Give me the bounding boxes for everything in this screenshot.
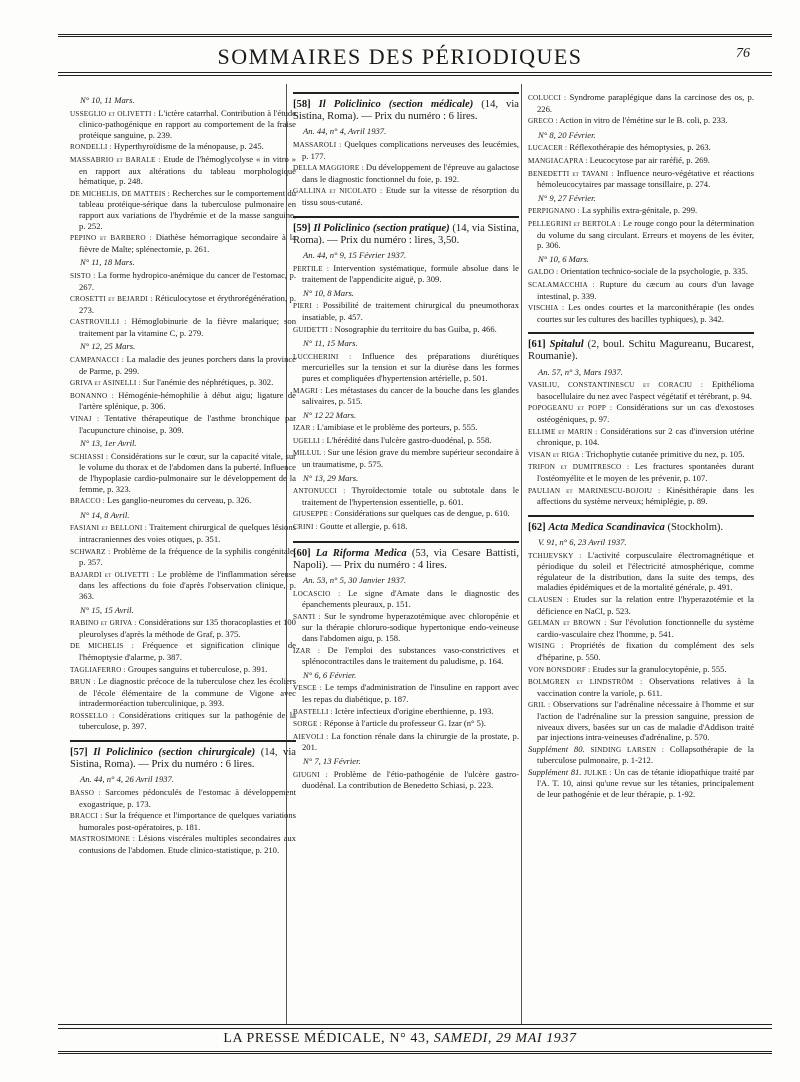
article-title: Etudes sur la relation entre l'hyperazotémie et la déficience en NaCl, p. 523. [537, 593, 754, 616]
article-title: Ictère infectieux d'origine eberthienne, p. 193. [334, 705, 494, 716]
article-title: Sarcomes pédonculés de l'estomac à développement exogastrique, p. 173. [79, 787, 296, 809]
article-authors: BONANNO : [70, 391, 114, 400]
article-entry [70, 141, 296, 153]
article-authors: BENEDETTI et TAVANI : [528, 169, 614, 178]
article-authors: GIUGNI : [293, 770, 328, 779]
article-title: Hyperthyroïdisme de la ménopause, p. 245. [113, 141, 264, 152]
article-title: Considérations critiques sur la pathogénie de la tuberculose, p. 397. [79, 709, 296, 732]
article-title: Du développement de l'épreuve au galactose dans le diagnostic fonctionnel du foie, p. 192. [302, 162, 519, 184]
article-title: Kinésithérapie dans les affections du système nerveux; hémiplégie, p. 89. [537, 484, 754, 507]
article-entry [70, 833, 296, 855]
article-title: Considérations sur quelques cas de dengue, p. 610. [334, 508, 510, 519]
article-title: Rupture du cæcum au cours d'un lavage intestinal, p. 339. [537, 278, 754, 301]
article-authors: TCHIJEVSKY : [528, 551, 582, 560]
article-entry [70, 154, 296, 187]
article-title: Propriétés de fixation du complément des sels d'héparine, p. 550. [537, 640, 754, 662]
article-title: Observations sur l'adrénaline nécessaire à l'homme et sur l'action de l'adrénaline sur la pression sanguine, pression de niveaux divers, basées sur un cas de maladie d'Addison traité par injections intra-veineuses d'adrénaline, p. 570. [537, 699, 754, 743]
article-title: De l'emploi des substances vaso-constrictives et splénocontractiles dans le traitement du paludisme, p. 164. [302, 644, 520, 667]
article-entry [293, 521, 519, 533]
article-authors: BASTELLI : [293, 707, 333, 716]
article-title: Considérations sur 135 thoracoplasties et 100 pleurolyses d'après la méthode de Graf, p. 375. [79, 617, 296, 639]
article-entry [293, 162, 519, 184]
article-entry [528, 379, 754, 401]
article-authors: BRUN : [70, 678, 96, 687]
article-authors: LOCASCIO : [293, 589, 341, 598]
journal-heading [293, 92, 519, 123]
article-title: Possibilité de traitement chirurgical du pneumothorax insatiable, p. 457. [302, 300, 519, 322]
article-title: Orientation technico-sociale de la psychologie, p. 335. [560, 266, 748, 277]
article-title: Etude de l'hémoglycolyse « in vitro » en rapport aux altérations du tableau morphologique hématique, p. 248. [79, 153, 296, 187]
journal-heading [528, 515, 754, 534]
article-authors: GRECO : [528, 117, 558, 126]
article-title: Un cas de tétanie idiopathique traité par l'A. T. 10, ainsi qu'une revue sur les tétanies, principalement de leur pathogénie et de leur thérapie, p. 1-92. [537, 766, 754, 800]
journal-info: (53, via Cesare Battisti, Napoli). — Prix du numéro : 4 lires. [293, 547, 520, 571]
article-title: Problème de la fréquence de la syphilis congénitale, p. 357. [79, 545, 296, 568]
article-title: Fréquence et signification clinique de l'hémoptysie d'alarme, p. 387. [79, 640, 296, 662]
article-authors: GIUSEPPE : [293, 510, 333, 519]
article-entry [528, 142, 754, 154]
journal-number: [59] [293, 222, 311, 234]
journal-name: Acta Medica Scandinavica [548, 521, 665, 533]
article-authors: GUIDETTI : [293, 325, 333, 334]
article-title: Intervention systématique, formule absolue dans le traitement de l'appendicite aiguë, p. 309. [302, 262, 519, 285]
article-entry [70, 232, 296, 254]
article-authors: LUCACER : [528, 144, 568, 153]
article-entry [70, 522, 296, 544]
article-authors: BAJARDI et OLIVETTI : [70, 570, 155, 579]
article-entry [528, 279, 754, 301]
article-title: La syphilis extra-génitale, p. 299. [581, 205, 698, 216]
article-authors: BRACCO : [70, 497, 105, 506]
article-authors: MILLUL : [293, 449, 326, 458]
issue-heading: N° 10, 8 Mars. [303, 287, 354, 298]
article-entry [70, 413, 296, 435]
article-authors: RONDELLI : [70, 143, 112, 152]
issue-heading: N° 14, 8 Avril. [80, 509, 130, 520]
article-authors: BASSO : [70, 789, 101, 798]
article-authors: PAULIAN et MARINESCU-BOJOIU : [528, 486, 661, 495]
issue-heading: N° 12, 25 Mars. [80, 341, 136, 352]
article-entry [528, 92, 754, 114]
issue-heading: N° 15, 15 Avril. [80, 604, 134, 615]
article-title: Diathèse hémorragique secondaire à la fièvre de Malte; splénectomie, p. 261. [79, 232, 296, 254]
article-entry [293, 706, 519, 718]
article-entry [293, 588, 519, 610]
article-entry [293, 682, 519, 704]
footer-rule-top [58, 1024, 772, 1029]
article-authors: PIERI : [293, 302, 319, 311]
supplement-label: Supplément 81. [528, 766, 582, 777]
article-authors: IZAR : [293, 646, 321, 655]
page-title: SOMMAIRES DES PÉRIODIQUES [217, 44, 583, 69]
article-entry [293, 435, 519, 447]
article-title: Etudes sur la granulocytopénie, p. 555. [592, 663, 727, 674]
article-authors: FASIANI et BELLONI : [70, 524, 147, 533]
article-entry [528, 155, 754, 167]
article-authors: WISING : [528, 642, 564, 651]
journal-name: Il Policlinico (section pratique) [313, 222, 450, 234]
journal-heading [70, 740, 296, 771]
article-entry [293, 300, 519, 322]
article-title: Collapsothérapie de la tuberculose pulmonaire, p. 1-212. [537, 743, 754, 766]
article-title: Sur l'évolution fonctionnelle du système cardio-vasculaire chez l'homme, p. 541. [537, 617, 754, 639]
journal-name: Spitalul [549, 339, 584, 351]
issue-heading: V. 91, n° 6, 23 Avril 1937. [538, 537, 627, 548]
article-authors: COLUCCI : [528, 94, 567, 102]
journal-number: [57] [70, 747, 88, 759]
article-title: Les ganglio-neuromes du cerveau, p. 326. [107, 495, 252, 506]
article-entry [70, 546, 296, 568]
article-entry [528, 426, 754, 448]
article-entry [293, 769, 519, 791]
article-title: Sur l'anémie des néphrétiques, p. 302. [142, 377, 274, 388]
article-title: Groupes sanguins et tuberculose, p. 391. [127, 663, 268, 674]
article-title: Action in vitro de l'émétine sur le B. coli, p. 233. [559, 115, 728, 126]
footer-rule-bottom [58, 1051, 772, 1054]
article-title: Tentative thérapeutique de l'asthme bronchique par l'acupuncture chinoise, p. 309. [79, 413, 296, 435]
article-title: Sur la fréquence et l'importance de quelques variations humorales post-opératoires, p. 181. [79, 810, 296, 832]
article-entry [528, 402, 754, 424]
issue-heading: An. 57, n° 3, Mars 1937. [538, 366, 623, 377]
article-authors: VISCHIA : [528, 304, 565, 313]
article-entry [293, 718, 519, 730]
article-authors: AIEVOLI : [293, 732, 329, 741]
article-title: Influence des préparations diurétiques mercurielles sur la tension et sur la diurèse dans les formes pures et compliquées d'hypertension artérielle, p. 501. [302, 350, 519, 383]
article-title: Réflexothérapie des hémoptysies, p. 263. [569, 142, 711, 153]
article-authors: CROSETTI et BEJARDI : [70, 295, 153, 304]
issue-heading: N° 7, 13 Février. [303, 755, 361, 766]
article-title: Réticulocytose et érythrorégénération, p. 273. [79, 293, 297, 315]
issue-heading: An. 44, n° 4, 26 Avril 1937. [80, 774, 174, 785]
article-title: Leucocytose par air raréfié, p. 269. [589, 154, 710, 165]
article-authors: SANTI : [293, 612, 321, 621]
article-entry [70, 316, 296, 338]
article-authors: CASTROVILLI : [70, 318, 127, 327]
article-entry [70, 108, 296, 141]
article-entry [293, 263, 519, 285]
article-authors: ROSSELLO : [70, 711, 115, 720]
article-title: Sur le syndrome hyperazotémique avec chloropénie et sur la thérapie chloruro-sodique hypertonique endo-veineuse dans l'abdomen aigu, p. 158. [302, 610, 519, 643]
article-title: Traitement chirurgical de quelques lésions intracraniennes des voies otiques, p. 351. [79, 522, 296, 544]
article-authors: ELLIME et MARIN : [528, 427, 598, 436]
journal-info: (2, boul. Schitu Magureanu, Bucarest, Roumanie). [528, 339, 754, 363]
article-authors: PERTILE : [293, 264, 330, 273]
article-entry [70, 188, 296, 231]
article-title: L'hérédité dans l'ulcère gastro-duodénal, p. 558. [326, 434, 492, 445]
article-entry [528, 640, 754, 662]
article-entry [70, 377, 296, 389]
article-title: L'ictère catarrhal. Contribution à l'étude clinico-pathogénique en rapport au comportement de la fraise protéique sanguine, p. 239. [79, 107, 296, 140]
article-authors: GELMAN et BROWN : [528, 619, 607, 628]
article-title: Nosographie du territoire du bas Guiba, p. 466. [334, 323, 497, 334]
article-title: Etude sur la vitesse de résorption du tissu sous-cutané. [302, 185, 519, 207]
article-authors: MAGRI : [293, 386, 323, 395]
article-title: Le diagnostic précoce de la tuberculose chez les écoliers de l'école élémentaire de la commune de Vigone avec intradermoréaction tuberculinique, p. 393. [79, 676, 296, 709]
header-rule-bottom [58, 72, 772, 76]
article-authors: MASTROSIMONE : [70, 835, 136, 844]
article-entry [70, 787, 296, 809]
article-title: L'amibiase et le problème des porteurs, p. 555. [316, 422, 478, 433]
issue-heading: N° 10, 11 Mars. [80, 95, 135, 105]
article-title: Le problème de l'inflammation séreuse dans les affections du foie d'après l'observation clinique, p. 363. [79, 568, 296, 601]
article-entry [70, 710, 296, 732]
article-title: Considérations sur un cas d'exostoses ostéogéniques, p. 97. [537, 402, 754, 425]
article-entry [70, 810, 296, 832]
column-3 [528, 92, 754, 801]
article-authors: GALDO : [528, 268, 559, 277]
article-authors: MASSABRIO et BARALE : [70, 155, 161, 164]
issue-heading: N° 9, 27 Février. [538, 192, 596, 203]
article-entry [70, 676, 296, 709]
article-entry [293, 508, 519, 520]
article-entry [293, 351, 519, 384]
footer-date: SAMEDI, 29 MAI 1937 [433, 1031, 577, 1046]
article-authors: SISTO : [70, 271, 96, 280]
article-entry [528, 485, 754, 507]
article-authors: DE MICHELIS, DE MATTEIS : [70, 189, 170, 198]
article-title: Problème de l'étio-pathogénie de l'ulcère gastro-duodénal. La contribution de Benedetto Schiasi, p. 223. [302, 768, 519, 791]
article-title: Recherches sur le comportement du tableau protéique-sérique dans la tuberculose pulmonaire en rapport aux variations de l'hydrémie et de la masse sanguine, p. 252. [79, 187, 296, 231]
article-title: Le signe d'Amate dans le diagnostic des épanchements pleuraux, p. 151. [302, 587, 519, 610]
article-authors: GRIVA et ASINELLI : [70, 379, 141, 388]
column-1 [70, 92, 296, 857]
article-authors: SCALAMACCHIA : [528, 280, 595, 289]
article-entry [70, 664, 296, 676]
article-entry [70, 451, 296, 494]
article-entry [293, 385, 519, 407]
article-entry [528, 449, 754, 461]
footer [0, 1031, 800, 1047]
article-entry [528, 664, 754, 676]
article-title: L'activité corpusculaire électromagnétique et périodique du soleil et l'électricité atmosphérique, comme régulateur de la distribution, dans la suite des temps, des maladies épidémiques et de la mortalité générale, p. 491. [537, 549, 755, 593]
journal-number: [60] [293, 547, 311, 559]
article-authors: VON BONSDORF : [528, 665, 591, 674]
article-entry [528, 550, 754, 593]
issue-heading: An. 53, n° 5, 30 Janvier 1937. [303, 575, 407, 586]
article-entry [293, 422, 519, 434]
article-entry [70, 270, 296, 292]
article-authors: DELLA MAGGIORE : [293, 164, 364, 173]
article-authors: VISAN et RIGA : [528, 450, 584, 459]
journal-number: [61] [528, 339, 546, 351]
article-title: Goutte et allergie, p. 618. [319, 521, 408, 532]
article-entry [293, 139, 519, 161]
article-entry [70, 293, 296, 315]
footer-journal: LA PRESSE MÉDICALE, N° 43, [223, 1031, 430, 1046]
article-authors: SINDING LARSEN : [590, 745, 665, 754]
article-authors: RABINO et GRIVA : [70, 619, 137, 628]
journal-heading [293, 216, 519, 247]
article-entry [528, 266, 754, 278]
article-authors: USSEGLIO et OLIVETTI : [70, 109, 156, 118]
column-divider-2 [521, 84, 522, 1024]
article-authors: PELLEGRINI et BERTOLA : [528, 219, 621, 228]
article-authors: SCHWARZ : [70, 547, 111, 556]
article-title: Epithélioma basocellulaire du nez avec l'aspect végétatif et térébrant, p. 94. [537, 379, 755, 401]
supplement-entry [528, 744, 754, 766]
article-entry [528, 676, 754, 698]
journal-info: (14, via Sistina, Roma). — Prix du numéro : 6 lires. [293, 99, 519, 123]
article-authors: GRIL : [528, 701, 551, 710]
article-authors: ANTONUCCI : [293, 487, 346, 496]
article-entry [293, 611, 519, 644]
article-entry [293, 645, 519, 667]
article-entry [528, 115, 754, 127]
issue-heading: An. 44, n° 4, Avril 1937. [303, 126, 387, 137]
journal-name: Il Policlinico (section chirurgicale) [93, 747, 256, 759]
article-title: La fonction rénale dans la chirurgie de la prostate, p. 201. [302, 730, 519, 753]
issue-heading: N° 8, 20 Février. [538, 129, 596, 140]
article-title: Syndrome paraplégique dans la carcinose des os, p. 226. [537, 92, 754, 114]
article-authors: DE MICHELIS : [70, 642, 134, 651]
article-title: Hémogénie-hémophilie à début aigu; ligature de l'artère splénique, p. 306. [79, 389, 296, 412]
article-authors: PEPINO et BARBERO : [70, 234, 152, 243]
article-title: Thyroïdectomie totale ou subtotale dans le traitement de l'hypertension essentielle, p. 601. [302, 485, 519, 507]
article-authors: UGELLI : [293, 436, 325, 445]
journal-heading [528, 332, 754, 363]
journal-name: Il Policlinico (section médicale) [318, 99, 474, 110]
article-entry [528, 205, 754, 217]
article-title: Sur une lésion grave du membre supérieur secondaire à un traumatisme, p. 575. [302, 447, 519, 470]
column-2 [293, 92, 519, 792]
page-number: 76 [736, 46, 750, 61]
article-entry [528, 594, 754, 616]
article-title: Considérations sur le cœur, sur la capacité vitale, sur le volume du thorax et de l'abdomen dans la puberté. Influence de l'hypoplasie cardio-pulmonaire sur le développement de la femme, p. 323. [79, 450, 296, 494]
article-entry [70, 354, 296, 376]
article-authors: BRACCI : [70, 812, 103, 821]
article-authors: MASSAROLI : [293, 141, 342, 149]
article-title: Influence neuro-végétative et réactions hémoleucocytaires par massage tonsillaire, p. 274. [537, 167, 754, 190]
issue-heading: An. 44, n° 9, 15 Février 1937. [303, 249, 407, 260]
article-title: Réponse à l'article du professeur G. Izar (n° 5). [323, 718, 486, 729]
article-title: Hémoglobinurie de la fièvre malarique; son traitement par la vitamine C, p. 279. [79, 316, 296, 338]
article-authors: TAGLIAFERRO : [70, 665, 126, 674]
article-authors: SORGE : [293, 720, 322, 729]
article-title: Quelques complications nerveuses des leucémies, p. 177. [302, 139, 519, 161]
supplement-entry [528, 767, 754, 800]
article-authors: MANGIACAPRA : [528, 156, 588, 165]
journal-number: [62] [528, 521, 546, 533]
header-rule-top [58, 34, 772, 40]
article-title: Le temps d'administration de l'insuline en rapport avec les repas du diabétique, p. 187. [302, 682, 519, 704]
article-authors: VASILIU, CONSTANTINESCU et CORACIU : [528, 381, 704, 390]
journal-info: (14, via Sistina, Roma). — Prix du numéro : lires, 3,50. [293, 222, 519, 246]
article-authors: CRINI : [293, 523, 318, 532]
article-title: Les métastases du cancer de la bouche dans les glandes salivaires, p. 515. [302, 384, 519, 407]
article-entry [528, 617, 754, 639]
article-entry [70, 640, 296, 662]
article-entry [293, 447, 519, 469]
article-authors: BOLMGREN et LINDSTRÖM : [528, 678, 643, 687]
article-entry [293, 485, 519, 507]
issue-heading: N° 13, 29 Mars. [303, 472, 359, 483]
article-entry [528, 168, 754, 190]
article-authors: VESCE : [293, 684, 322, 693]
article-title: Trichophytie cutanée primitive du nez, p. 105. [585, 448, 745, 459]
article-entry [293, 324, 519, 336]
article-entry [293, 731, 519, 753]
issue-heading: N° 11, 18 Mars. [80, 257, 135, 268]
journal-info: (14, via Sistina, Roma). — Prix du numéro : 6 lires. [70, 747, 296, 771]
article-title: La maladie des jeunes porchers dans la province de Parme, p. 299. [79, 354, 296, 376]
article-authors: CLAUSEN : [528, 595, 569, 604]
article-title: Les fractures spontanées durant l'ostéomyélite et le moyen de les prévenir, p. 107. [537, 461, 754, 484]
article-authors: POPOGEANU et POPP : [528, 404, 613, 413]
article-authors: LUCCHERINI : [293, 352, 352, 361]
article-title: Considérations sur 2 cas d'inversion utérine chronique, p. 104. [537, 425, 755, 448]
article-entry [528, 699, 754, 742]
article-title: Observations relatives à la vaccination contre la variole, p. 611. [537, 676, 754, 698]
article-entry [70, 495, 296, 507]
article-entry [528, 302, 754, 324]
article-entry [70, 617, 296, 639]
article-authors: JULKE : [584, 768, 612, 777]
article-authors: VINAJ : [70, 415, 100, 424]
article-entry [70, 569, 296, 602]
article-title: Le rouge congo pour la détermination du volume du sang circulant. Erreurs et moyens de les éviter, p. 306. [537, 217, 754, 251]
journal-name: La Riforma Medica [315, 547, 407, 559]
article-title: La forme hydropico-anémique du cancer de l'estomac, p. 267. [79, 269, 296, 292]
article-entry [70, 390, 296, 412]
issue-heading: N° 12 22 Mars. [303, 409, 357, 420]
article-title: Les ondes courtes et la marconithérapie (les ondes courtes sur les cultures des bacilles typhiques), p. 342. [537, 302, 754, 324]
article-title: Lésions viscérales multiples secondaires aux contusions de l'abdomen. Etude clinico-statistique, p. 210. [79, 833, 296, 856]
article-authors: TRIFON et DUMITRESCO : [528, 463, 630, 472]
journal-heading [293, 541, 519, 572]
article-authors: PERPIGNANO : [528, 207, 580, 216]
supplement-label: Supplément 80. [528, 743, 585, 754]
article-entry [528, 218, 754, 251]
issue-heading: N° 10, 6 Mars. [538, 253, 589, 264]
article-entry [528, 461, 754, 483]
issue-heading: N° 6, 6 Février. [303, 669, 357, 680]
issue-heading: N° 11, 15 Mars. [303, 338, 358, 349]
journal-number: [58] [293, 99, 311, 110]
article-authors: GALLINA et NICOLATO : [293, 187, 383, 196]
article-authors: CAMPANACCI : [70, 356, 124, 365]
article-entry [293, 185, 519, 207]
issue-heading: N° 13, 1er Avril. [80, 438, 137, 449]
journal-info: (Stockholm). [667, 521, 724, 533]
article-authors: SCHIASSI : [70, 452, 109, 461]
article-authors: IZAR : [293, 424, 315, 433]
